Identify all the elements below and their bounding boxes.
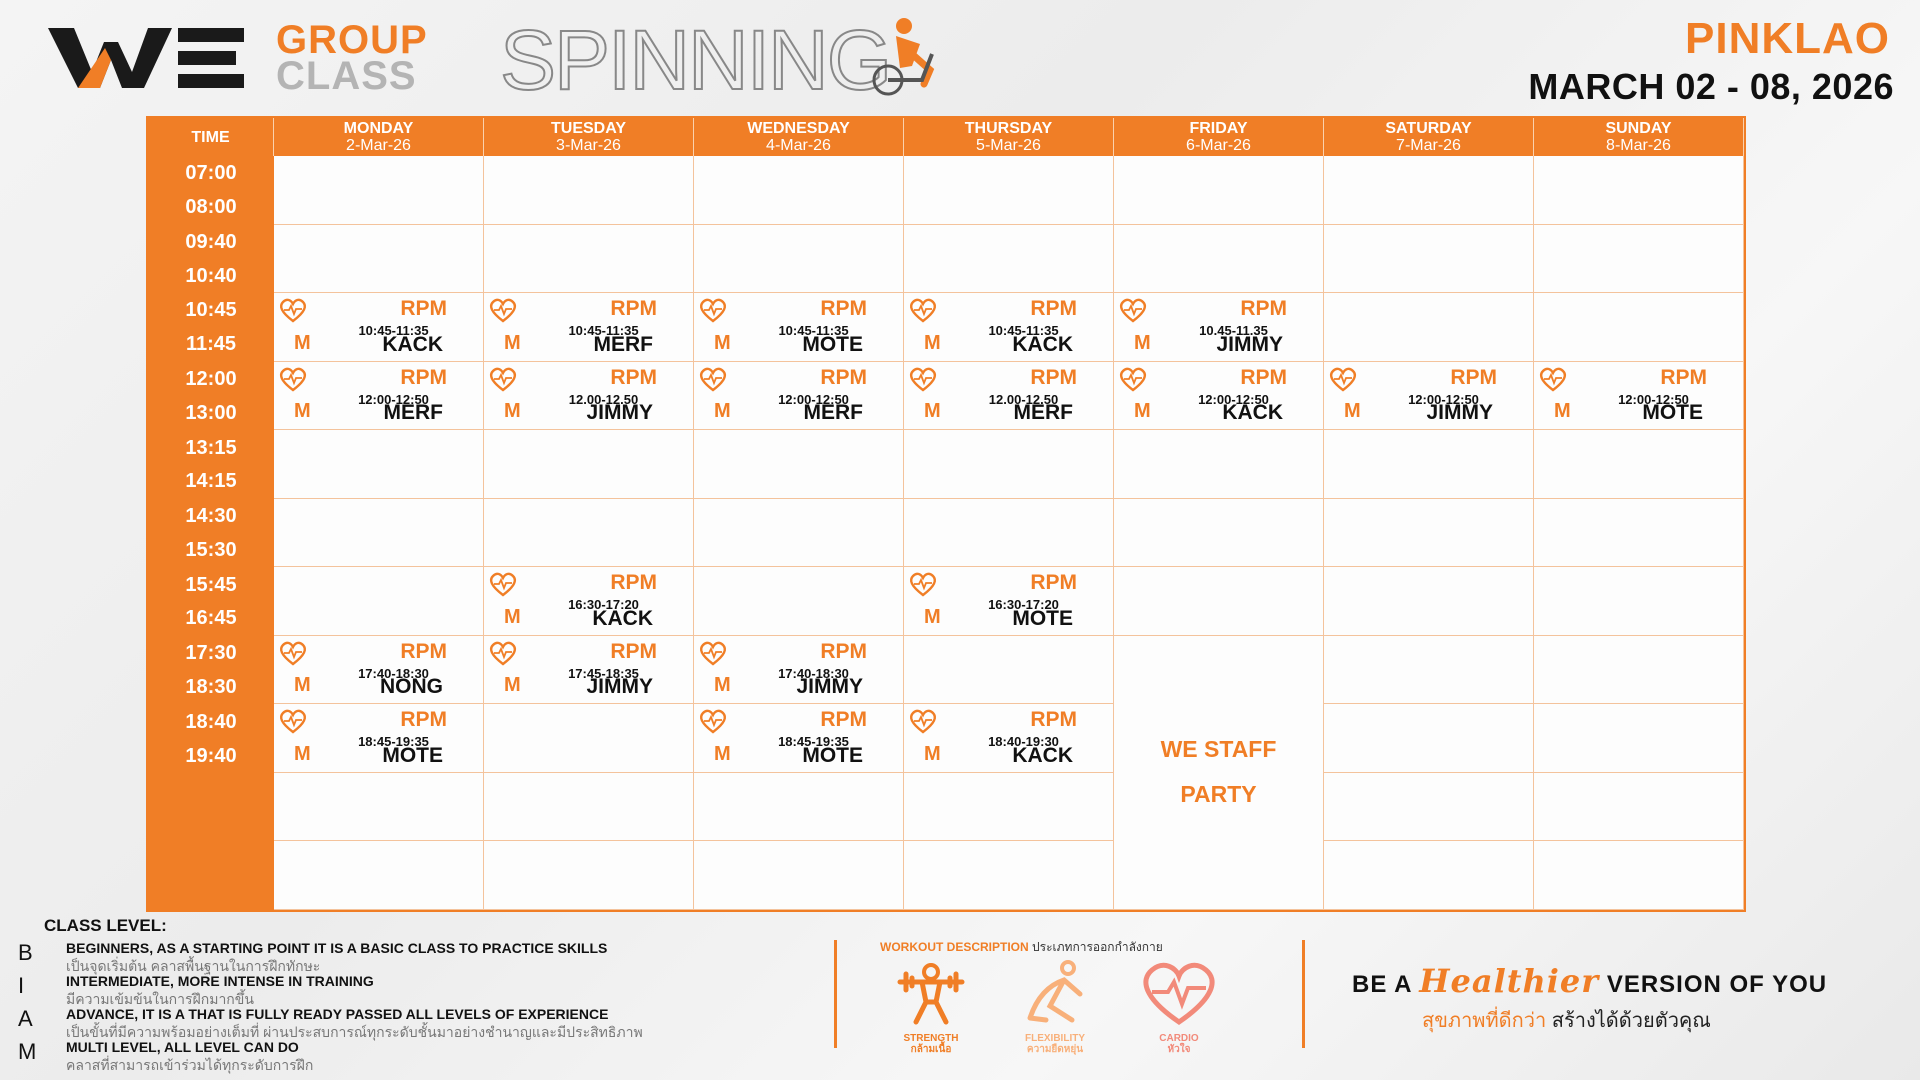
footer-divider: [834, 940, 837, 1048]
schedule-grid: [146, 116, 1746, 912]
class-level: M: [924, 400, 941, 423]
cardio-icon: [1328, 366, 1358, 392]
schedule-cell: [694, 704, 904, 773]
flexibility-label-th: ความยืดหยุ่น: [1026, 1044, 1084, 1055]
schedule-cell: [904, 636, 1114, 705]
cardio-icon: [908, 708, 938, 734]
class-level: M: [294, 331, 311, 354]
schedule-cell: [1114, 499, 1324, 568]
time-end: 18:30: [185, 675, 237, 698]
level-desc-th: เป็นขั้นที่มีความพร้อมอย่างเต็มที่ ผ่านประสบการณ์ทุกระดับชั้นมาอย่างชำนาญและมีประสิทธิภาพ: [66, 1024, 643, 1040]
class-name: RPM: [610, 297, 657, 321]
cardio-icon: [698, 366, 728, 392]
day-name: SUNDAY: [1605, 120, 1672, 137]
class-level: M: [1344, 400, 1361, 423]
class-entry[interactable]: [1324, 362, 1533, 430]
cardio-icon: [1118, 366, 1148, 392]
schedule-cell: [484, 293, 694, 362]
workout-title-th: ประเภทการออกกำลังกาย: [1032, 940, 1163, 954]
cardio-icon: [908, 571, 938, 597]
class-time: 10.45-11.35: [1199, 323, 1268, 339]
class-level: M: [1134, 331, 1151, 354]
class-entry[interactable]: [484, 362, 693, 430]
time-slot: [148, 704, 274, 773]
time-end: 11:45: [185, 333, 237, 356]
level-desc-en: ADVANCE, IT IS A THAT IS FULLY READY PASSED ALL LEVELS OF EXPERIENCE: [66, 1006, 609, 1022]
coach-name: JIMMY: [586, 401, 653, 425]
day-name: TUESDAY: [551, 120, 626, 137]
time-start: 07:00: [185, 162, 237, 185]
schedule-cell: [1114, 362, 1324, 431]
class-entry[interactable]: [904, 567, 1113, 635]
schedule-cell: [694, 773, 904, 842]
schedule-cell: [274, 841, 484, 910]
time-slot: [148, 499, 274, 568]
schedule-cell: [1534, 841, 1744, 910]
cardio-icon: [278, 366, 308, 392]
class-name: RPM: [610, 639, 657, 663]
coach-name: MOTE: [802, 332, 863, 356]
class-level: M: [714, 331, 731, 354]
coach-name: MERF: [1013, 401, 1073, 425]
time-slot: [148, 773, 274, 842]
slogan-th: [1422, 1004, 1711, 1036]
time-start: 10:45: [185, 299, 237, 322]
class-entry[interactable]: [484, 293, 693, 361]
schedule-cell: [1324, 636, 1534, 705]
class-time: 12:00-12:50: [358, 391, 429, 407]
schedule-cell: [1324, 156, 1534, 225]
day-header-saturday: [1324, 118, 1534, 156]
coach-name: MOTE: [802, 743, 863, 767]
schedule-cell: [1114, 156, 1324, 225]
class-name: RPM: [400, 365, 447, 389]
class-time: 10:45-11:35: [358, 323, 429, 339]
class-entry[interactable]: [484, 567, 693, 635]
class-entry[interactable]: [694, 293, 903, 361]
level-desc-en: INTERMEDIATE, MORE INTENSE IN TRAINING: [66, 973, 374, 989]
cardio-icon: [488, 366, 518, 392]
schedule-cell: [1534, 499, 1744, 568]
class-time: 16:30-17:20: [988, 597, 1059, 613]
day-header-monday: [274, 118, 484, 156]
class-name: RPM: [1660, 365, 1707, 389]
schedule-cell: [1534, 225, 1744, 294]
time-start: 13:15: [185, 436, 237, 459]
event-line2: PARTY: [1180, 781, 1257, 808]
schedule-cell: [1324, 362, 1534, 431]
class-name: RPM: [400, 639, 447, 663]
level-code: I: [18, 973, 25, 998]
week-range: MARCH 02 - 08, 2026: [1528, 66, 1894, 107]
strength-label-th: กล้ามเนื้อ: [910, 1044, 952, 1055]
day-date: 7-Mar-26: [1396, 137, 1461, 154]
schedule-cell: [1324, 293, 1534, 362]
time-start: 15:45: [185, 573, 237, 596]
class-level: M: [924, 605, 941, 628]
class-name: RPM: [1240, 365, 1287, 389]
class-level: M: [924, 742, 941, 765]
class-time: 12:00-12:50: [1618, 391, 1689, 407]
schedule-cell: [1114, 225, 1324, 294]
class-level: M: [294, 742, 311, 765]
class-time: 18:45-19:35: [778, 734, 849, 750]
class-entry[interactable]: [274, 362, 483, 430]
schedule-cell: [274, 636, 484, 705]
class-time: 18:45-19:35: [358, 734, 429, 750]
schedule-cell: [694, 293, 904, 362]
day-header-friday: [1114, 118, 1324, 156]
event-cell: [1114, 636, 1324, 910]
schedule-cell: [904, 430, 1114, 499]
class-level: M: [294, 400, 311, 423]
logo-text: WE: [48, 22, 50, 23]
class-entry[interactable]: [904, 293, 1113, 361]
class-time: 17:40-18:30: [358, 665, 429, 681]
cardio-icon: [488, 640, 518, 666]
cardio-icon: [488, 571, 518, 597]
schedule-cell: [274, 430, 484, 499]
class-name-title: SPINNING: [500, 13, 891, 107]
cardio-icon: [278, 297, 308, 323]
class-entry[interactable]: [1114, 362, 1323, 430]
cardio-label: CARDIO: [1159, 1033, 1199, 1044]
class-level: M: [504, 331, 521, 354]
workout-cardio: [1124, 958, 1234, 1055]
schedule-cell: [484, 499, 694, 568]
schedule-cell: [904, 156, 1114, 225]
schedule-cell: [1324, 773, 1534, 842]
schedule-cell: [694, 636, 904, 705]
class-level: M: [504, 674, 521, 697]
level-desc-en: BEGINNERS, AS A STARTING POINT IT IS A BASIC CLASS TO PRACTICE SKILLS: [66, 940, 608, 956]
time-start: 14:30: [185, 505, 237, 528]
day-header-sunday: [1534, 118, 1744, 156]
day-date: 6-Mar-26: [1186, 137, 1251, 154]
schedule-cell: [274, 704, 484, 773]
level-code: B: [18, 940, 33, 965]
schedule-cell: [274, 362, 484, 431]
class-name: RPM: [400, 297, 447, 321]
class-entry[interactable]: [484, 636, 693, 704]
strength-icon: [886, 958, 976, 1028]
coach-name: KACK: [1012, 743, 1073, 767]
cardio-icon: [698, 708, 728, 734]
time-end: 19:40: [185, 744, 237, 767]
workout-description-title: [880, 938, 1163, 957]
time-end: 08:00: [185, 196, 237, 219]
class-entry[interactable]: [274, 293, 483, 361]
schedule-cell: [904, 841, 1114, 910]
day-name: THURSDAY: [964, 120, 1053, 137]
class-name: RPM: [1030, 365, 1077, 389]
schedule-cell: [274, 567, 484, 636]
time-slot: [148, 293, 274, 362]
we-logo: [48, 22, 248, 94]
schedule-cell: [274, 225, 484, 294]
day-date: 4-Mar-26: [766, 137, 831, 154]
class-time: 10:45-11:35: [988, 323, 1059, 339]
time-end: 13:00: [185, 401, 237, 424]
class-name: RPM: [1030, 571, 1077, 595]
coach-name: MOTE: [1012, 606, 1073, 630]
class-time: 12.00-12.50: [988, 391, 1059, 407]
coach-name: JIMMY: [1426, 401, 1493, 425]
time-end: 14:15: [185, 470, 237, 493]
schedule-cell: [1114, 567, 1324, 636]
schedule-cell: [484, 773, 694, 842]
schedule-cell: [1114, 430, 1324, 499]
class-entry[interactable]: [694, 362, 903, 430]
coach-name: JIMMY: [796, 675, 863, 699]
level-code: M: [18, 1039, 37, 1064]
class-time: 10:45-11:35: [568, 323, 639, 339]
cardio-icon: [278, 640, 308, 666]
time-slot: [148, 156, 274, 225]
slogan-en: [1352, 962, 1827, 1000]
class-name: RPM: [1240, 297, 1287, 321]
workout-title-en: WORKOUT DESCRIPTION: [880, 940, 1029, 954]
class-time: 12:00-12:50: [1198, 391, 1269, 407]
day-date: 3-Mar-26: [556, 137, 621, 154]
cyclist-icon: [860, 14, 956, 98]
day-header-thursday: [904, 118, 1114, 156]
class-level: M: [1134, 400, 1151, 423]
schedule-cell: [1324, 499, 1534, 568]
schedule-cell: [694, 499, 904, 568]
coach-name: KACK: [1012, 332, 1073, 356]
slogan-post: VERSION OF YOU: [1606, 971, 1828, 998]
strength-label: STRENGTH: [903, 1033, 959, 1044]
class-name: RPM: [610, 571, 657, 595]
schedule-cell: [1324, 704, 1534, 773]
time-slot: [148, 225, 274, 294]
slogan-pre: BE A: [1352, 971, 1412, 998]
class-level: M: [714, 400, 731, 423]
class-time: 12:00-12:50: [1408, 391, 1479, 407]
schedule-cell: [484, 225, 694, 294]
schedule-cell: [1534, 567, 1744, 636]
cardio-icon: [908, 366, 938, 392]
schedule-cell: [1324, 430, 1534, 499]
schedule-cell: [904, 293, 1114, 362]
slogan-th-rest: สร้างได้ด้วยตัวคุณ: [1551, 1010, 1711, 1032]
time-column-header: TIME: [148, 118, 274, 156]
slogan-th-main: สุขภาพที่ดีกว่า: [1422, 1010, 1547, 1032]
schedule-cell: [1324, 841, 1534, 910]
day-name: FRIDAY: [1189, 120, 1248, 137]
class-entry[interactable]: [1534, 362, 1743, 430]
time-start: 17:30: [185, 642, 237, 665]
class-level: M: [714, 742, 731, 765]
class-entry[interactable]: [904, 704, 1113, 772]
level-desc-th: คลาสที่สามารถเข้าร่วมได้ทุกระดับการฝึก: [66, 1057, 314, 1073]
schedule-cell: [904, 567, 1114, 636]
level-desc-en: MULTI LEVEL, ALL LEVEL CAN DO: [66, 1039, 299, 1055]
coach-name: MERF: [383, 401, 443, 425]
schedule-cell: [694, 567, 904, 636]
day-header-wednesday: [694, 118, 904, 156]
coach-name: MERF: [803, 401, 863, 425]
schedule-cell: [1114, 293, 1324, 362]
schedule-cell: [274, 156, 484, 225]
class-time: 17:40-18:30: [778, 665, 849, 681]
schedule-cell: [904, 773, 1114, 842]
workout-flexibility: [1000, 958, 1110, 1055]
cardio-label-th: หัวใจ: [1167, 1044, 1191, 1055]
cardio-icon: [698, 640, 728, 666]
level-desc-th: มีความเข้มข้นในการฝึกมากขึ้น: [66, 991, 254, 1007]
workout-strength: [876, 958, 986, 1055]
day-date: 8-Mar-26: [1606, 137, 1671, 154]
slogan-highlight: Healthier: [1419, 962, 1600, 1000]
schedule-cell: [484, 567, 694, 636]
schedule-cell: [694, 156, 904, 225]
schedule-cell: [274, 773, 484, 842]
coach-name: JIMMY: [586, 675, 653, 699]
day-name: SATURDAY: [1385, 120, 1472, 137]
schedule-cell: [694, 430, 904, 499]
schedule-cell: [904, 704, 1114, 773]
group-label: GROUP: [276, 18, 428, 62]
coach-name: MOTE: [1642, 401, 1703, 425]
day-date: 2-Mar-26: [346, 137, 411, 154]
schedule-cell: [1534, 636, 1744, 705]
time-slot: [148, 430, 274, 499]
class-entry[interactable]: [694, 704, 903, 772]
schedule-cell: [274, 293, 484, 362]
time-end: 15:30: [185, 538, 237, 561]
class-name: RPM: [820, 639, 867, 663]
schedule-cell: [1324, 567, 1534, 636]
schedule-cell: [1534, 362, 1744, 431]
cardio-icon: [1134, 958, 1224, 1028]
time-start: 09:40: [185, 230, 237, 253]
event-line1: WE STAFF: [1160, 736, 1277, 763]
class-level: M: [1554, 400, 1571, 423]
group-class-title: [276, 18, 428, 98]
time-start: 18:40: [185, 710, 237, 733]
flexibility-icon: [1010, 958, 1100, 1028]
class-time: 12:00-12:50: [778, 391, 849, 407]
coach-name: MERF: [593, 332, 653, 356]
coach-name: MOTE: [382, 743, 443, 767]
time-slot: [148, 636, 274, 705]
cardio-icon: [908, 297, 938, 323]
branch-name: PINKLAO: [1685, 14, 1890, 63]
class-level: M: [504, 400, 521, 423]
footer-divider-2: [1302, 940, 1305, 1048]
schedule-cell: [694, 841, 904, 910]
schedule-cell: [904, 362, 1114, 431]
class-level: M: [714, 674, 731, 697]
class-level: M: [504, 605, 521, 628]
schedule-cell: [484, 430, 694, 499]
schedule-cell: [1534, 430, 1744, 499]
level-desc-th: เป็นจุดเริ่มต้น คลาสพื้นฐานในการฝึกทักษะ: [66, 958, 321, 974]
schedule-cell: [1534, 773, 1744, 842]
coach-name: KACK: [592, 606, 653, 630]
day-header-tuesday: [484, 118, 694, 156]
class-entry[interactable]: [1114, 293, 1323, 361]
class-time: 18:40-19:30: [988, 734, 1059, 750]
class-label: CLASS: [276, 54, 417, 98]
class-level: M: [294, 674, 311, 697]
class-time: 10:45-11:35: [778, 323, 849, 339]
schedule-cell: [484, 841, 694, 910]
class-name: RPM: [820, 297, 867, 321]
class-time: 17:45-18:35: [568, 665, 639, 681]
class-name: RPM: [1030, 297, 1077, 321]
time-end: 16:45: [185, 607, 237, 630]
schedule-cell: [484, 636, 694, 705]
level-code: A: [18, 1006, 33, 1031]
time-slot: [148, 567, 274, 636]
time-slot: [148, 362, 274, 431]
time-start: 12:00: [185, 368, 237, 390]
class-level-title: CLASS LEVEL:: [44, 916, 167, 935]
schedule-cell: [904, 499, 1114, 568]
cardio-icon: [698, 297, 728, 323]
flexibility-label: FLEXIBILITY: [1025, 1033, 1085, 1044]
schedule-cell: [484, 362, 694, 431]
cardio-icon: [1538, 366, 1568, 392]
schedule-cell: [694, 225, 904, 294]
class-name: RPM: [820, 708, 867, 732]
schedule-cell: [694, 362, 904, 431]
schedule-cell: [484, 704, 694, 773]
day-name: WEDNESDAY: [747, 120, 850, 137]
cardio-icon: [1118, 297, 1148, 323]
day-date: 5-Mar-26: [976, 137, 1041, 154]
class-entry[interactable]: [904, 362, 1113, 430]
coach-name: KACK: [1222, 401, 1283, 425]
cardio-icon: [488, 297, 518, 323]
schedule-cell: [1534, 293, 1744, 362]
schedule-cell: [1324, 225, 1534, 294]
time-end: 10:40: [185, 264, 237, 287]
coach-name: JIMMY: [1216, 332, 1283, 356]
schedule-cell: [1534, 156, 1744, 225]
class-level: M: [924, 331, 941, 354]
class-time: 12.00-12.50: [568, 391, 639, 407]
coach-name: NONG: [380, 675, 443, 699]
cardio-icon: [278, 708, 308, 734]
time-slot: [148, 841, 274, 910]
schedule-cell: [1534, 704, 1744, 773]
class-name: RPM: [1450, 365, 1497, 389]
schedule-cell: [484, 156, 694, 225]
class-name: RPM: [1030, 708, 1077, 732]
schedule-cell: [904, 225, 1114, 294]
day-name: MONDAY: [343, 120, 414, 137]
class-time: 16:30-17:20: [568, 597, 639, 613]
class-entry[interactable]: [274, 636, 483, 704]
coach-name: KACK: [382, 332, 443, 356]
class-entry[interactable]: [274, 704, 483, 772]
class-name: RPM: [610, 365, 657, 389]
class-name: RPM: [400, 708, 447, 732]
class-name: RPM: [820, 365, 867, 389]
schedule-cell: [274, 499, 484, 568]
class-entry[interactable]: [694, 636, 903, 704]
